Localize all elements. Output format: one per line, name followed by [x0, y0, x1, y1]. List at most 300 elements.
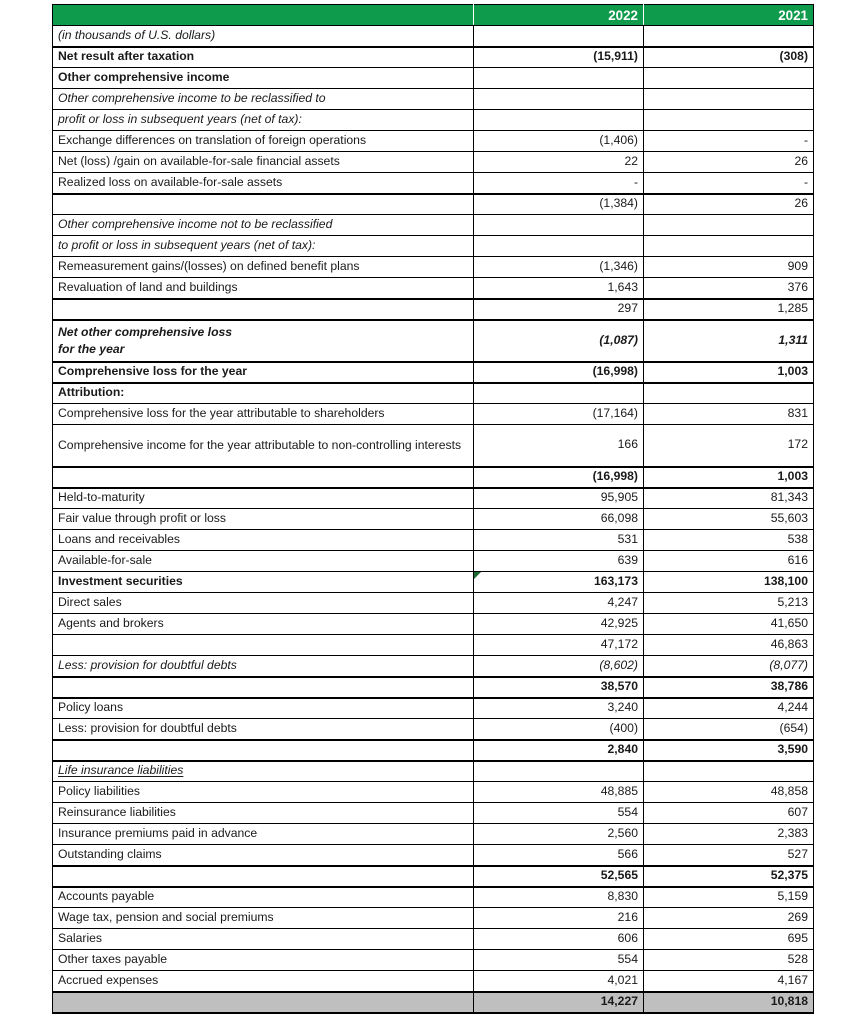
row-label [53, 992, 474, 1013]
cell-2021 [644, 320, 814, 362]
row-label [53, 719, 474, 740]
table-row [53, 656, 814, 677]
cell-2022 [474, 425, 644, 467]
row-label [53, 467, 474, 488]
cell-2021-value: 3,590 [777, 742, 808, 757]
row-label-text: Available-for-sale [58, 553, 152, 568]
row-label [53, 887, 474, 908]
cell-2022-value: 3,240 [607, 700, 638, 715]
cell-2022 [474, 761, 644, 782]
row-label-text: Comprehensive income for the year attributable to non-controlling interests [58, 438, 462, 453]
cell-2022-value: 4,247 [607, 595, 638, 610]
cell-2021-value: 5,159 [777, 889, 808, 904]
row-label-text: Comprehensive loss for the year attributable to shareholders [58, 406, 385, 421]
row-label [53, 509, 474, 530]
table-row [53, 740, 814, 761]
row-label [53, 803, 474, 824]
row-label-text: Other comprehensive income to be reclassified to [58, 91, 326, 106]
row-label [53, 488, 474, 509]
cell-2021-value: 46,863 [770, 637, 808, 652]
cell-2022-value: 297 [617, 301, 638, 316]
cell-2022 [474, 992, 644, 1013]
cell-2021-value: 831 [787, 406, 808, 421]
table-row [53, 551, 814, 572]
row-label [53, 68, 474, 89]
cell-2022-value: 52,565 [600, 868, 638, 883]
cell-2021 [644, 47, 814, 68]
cell-2022-value: 22 [624, 154, 638, 169]
cell-2021-value: 1,285 [777, 301, 808, 316]
cell-2022-value: 8,830 [607, 889, 638, 904]
cell-2022 [474, 467, 644, 488]
table-row [53, 950, 814, 971]
cell-2022-value: (400) [609, 720, 638, 735]
cell-2022-value: 639 [617, 553, 638, 568]
table-row [53, 698, 814, 719]
row-label-text: Loans and receivables [58, 532, 180, 547]
cell-2021 [644, 656, 814, 677]
cell-2022-value: (1,346) [599, 259, 638, 274]
row-label [53, 635, 474, 656]
cell-2022 [474, 950, 644, 971]
cell-2021 [644, 803, 814, 824]
row-label [53, 152, 474, 173]
cell-2022 [474, 593, 644, 614]
cell-2021-value: 38,786 [770, 679, 808, 694]
cell-2022 [474, 509, 644, 530]
table-row [53, 509, 814, 530]
cell-2022 [474, 47, 644, 68]
cell-2022 [474, 698, 644, 719]
cell-2021 [644, 761, 814, 782]
table-row [53, 278, 814, 299]
cell-2022 [474, 320, 644, 362]
cell-2021-value: 1,311 [778, 332, 808, 347]
row-label [53, 698, 474, 719]
cell-2022 [474, 803, 644, 824]
cell-2021-value: 26 [794, 196, 808, 211]
cell-2022 [474, 194, 644, 215]
table-row [53, 887, 814, 908]
cell-2022-value: (1,384) [599, 196, 638, 211]
table-row [53, 719, 814, 740]
financial-statement-table [52, 4, 814, 1014]
cell-2021 [644, 614, 814, 635]
row-label [53, 194, 474, 215]
cell-2021 [644, 509, 814, 530]
row-label [53, 404, 474, 425]
table-row [53, 362, 814, 383]
row-label [53, 215, 474, 236]
cell-2022 [474, 635, 644, 656]
row-label [53, 572, 474, 593]
cell-2021-value: 48,858 [770, 784, 808, 799]
cell-2022 [474, 488, 644, 509]
table-row [53, 971, 814, 992]
table-row [53, 530, 814, 551]
row-label-text: Salaries [58, 931, 103, 946]
table-row [53, 761, 814, 782]
cell-2022 [474, 656, 644, 677]
cell-2022-value: (16,998) [592, 364, 638, 379]
table-row [53, 614, 814, 635]
row-label-text: Other comprehensive income not to be reclassified [58, 217, 333, 232]
table-row [53, 866, 814, 887]
table-row [53, 257, 814, 278]
cell-2021 [644, 425, 814, 467]
row-label-text: profit or loss in subsequent years (net of tax): [58, 112, 302, 127]
row-label [53, 929, 474, 950]
cell-2022 [474, 110, 644, 131]
cell-2021-value: (654) [779, 720, 808, 735]
cell-2021-value: 376 [787, 279, 808, 294]
cell-2021-value: 528 [787, 952, 808, 967]
cell-2021-value: 527 [787, 846, 808, 861]
table-row [53, 803, 814, 824]
row-label-text: Realized loss on available-for-sale assets [58, 174, 283, 189]
row-label-text: Remeasurement gains/(losses) on defined benefit plans [58, 259, 360, 274]
cell-2021 [644, 698, 814, 719]
cell-2022-value: 4,021 [607, 972, 638, 987]
cell-2022-value: 606 [617, 931, 638, 946]
cell-2021 [644, 635, 814, 656]
cell-2022-value: 216 [617, 910, 638, 925]
table-row [53, 215, 814, 236]
row-label-text: Policy liabilities [58, 784, 140, 799]
table-row [53, 152, 814, 173]
cell-2021 [644, 404, 814, 425]
table-row [53, 908, 814, 929]
row-label [53, 131, 474, 152]
cell-2022-value: 166 [617, 437, 638, 452]
row-label-text: Agents and brokers [58, 616, 164, 631]
cell-2022 [474, 383, 644, 404]
table-row [53, 677, 814, 698]
cell-2021 [644, 131, 814, 152]
cell-2021 [644, 551, 814, 572]
cell-2021 [644, 236, 814, 257]
cell-2021-value: (308) [779, 49, 808, 64]
row-label-text: Net other comprehensive loss for the year [58, 325, 233, 356]
table-row [53, 26, 814, 47]
table-row [53, 110, 814, 131]
cell-2021 [644, 383, 814, 404]
spreadsheet-area [52, 4, 813, 1014]
row-label [53, 278, 474, 299]
table-row [53, 194, 814, 215]
table-row [53, 299, 814, 320]
row-label [53, 26, 474, 47]
cell-2022-value: (17,164) [592, 406, 638, 421]
cell-2021 [644, 845, 814, 866]
cell-2021 [644, 215, 814, 236]
table-row [53, 383, 814, 404]
row-label-text: Outstanding claims [58, 846, 162, 861]
cell-2021 [644, 89, 814, 110]
row-label-text: Other comprehensive income [58, 70, 230, 85]
cell-2022-value: 1,643 [607, 279, 638, 294]
row-label-text: Net (loss) /gain on available-for-sale financial assets [58, 154, 340, 169]
row-label [53, 47, 474, 68]
row-label [53, 236, 474, 257]
cell-2021 [644, 68, 814, 89]
cell-2022 [474, 908, 644, 929]
cell-2021 [644, 950, 814, 971]
row-label-text: Net result after taxation [58, 49, 195, 64]
row-label-text: Life insurance liabilities [58, 763, 184, 778]
row-label [53, 656, 474, 677]
cell-2021-value: 55,603 [770, 511, 808, 526]
cell-2021 [644, 110, 814, 131]
cell-2022-value: (1,087) [599, 332, 638, 347]
cell-2021-value: 695 [787, 931, 808, 946]
cell-2022-value: 42,925 [600, 616, 638, 631]
cell-2022-value: 38,570 [600, 679, 638, 694]
cell-2021 [644, 467, 814, 488]
cell-2022 [474, 530, 644, 551]
column-header-label [53, 5, 474, 26]
cell-2022-value: (1,406) [599, 133, 638, 148]
row-label [53, 845, 474, 866]
cell-2022-value: 47,172 [600, 637, 638, 652]
cell-2022 [474, 89, 644, 110]
row-label [53, 593, 474, 614]
comment-triangle-icon [474, 572, 481, 579]
row-label-text: Direct sales [58, 595, 122, 610]
row-label-text: Other taxes payable [58, 952, 168, 967]
table-row [53, 572, 814, 593]
table-body [53, 26, 814, 1013]
row-label [53, 740, 474, 761]
cell-2022 [474, 740, 644, 761]
row-label [53, 950, 474, 971]
cell-2022 [474, 614, 644, 635]
cell-2021 [644, 887, 814, 908]
row-label [53, 173, 474, 194]
table-row [53, 320, 814, 362]
cell-2022 [474, 257, 644, 278]
cell-2021-value: 269 [787, 910, 808, 925]
table-row [53, 236, 814, 257]
row-label-text: (in thousands of U.S. dollars) [58, 27, 216, 42]
cell-2022-value: 2,560 [607, 826, 638, 841]
cell-2022 [474, 215, 644, 236]
cell-2021-value: 607 [787, 805, 808, 820]
row-label-text: Investment securities [58, 574, 183, 589]
cell-2022 [474, 887, 644, 908]
row-label-text: Policy loans [58, 700, 124, 715]
row-label-text: Less: provision for doubtful debts [58, 657, 237, 672]
cell-2022-value: 554 [617, 805, 638, 820]
row-label [53, 362, 474, 383]
cell-2022 [474, 719, 644, 740]
table-row [53, 404, 814, 425]
row-label-text: Accrued expenses [58, 972, 159, 987]
cell-2021 [644, 719, 814, 740]
cell-2021-value: 81,343 [770, 490, 808, 505]
row-label [53, 110, 474, 131]
row-label-text: Attribution: [58, 385, 125, 400]
cell-2021 [644, 194, 814, 215]
cell-2021 [644, 593, 814, 614]
row-label-text: Wage tax, pension and social premiums [58, 910, 274, 925]
cell-2021 [644, 257, 814, 278]
cell-2021-value: 4,244 [777, 700, 808, 715]
cell-2021 [644, 740, 814, 761]
cell-2021-value: 52,375 [770, 868, 808, 883]
cell-2022-value: 2,840 [607, 742, 638, 757]
cell-2022 [474, 551, 644, 572]
row-label [53, 89, 474, 110]
cell-2021-value: 1,003 [777, 469, 808, 484]
cell-2021-value: 10,818 [770, 994, 808, 1009]
cell-2021-value: 41,650 [770, 616, 808, 631]
table-row [53, 425, 814, 467]
cell-2021 [644, 908, 814, 929]
cell-2022-value: (16,998) [592, 469, 638, 484]
column-header-2022: 2022 [474, 5, 644, 26]
cell-2021-value: (8,077) [769, 657, 808, 672]
cell-2022 [474, 68, 644, 89]
row-label [53, 425, 474, 467]
table-row [53, 488, 814, 509]
table-row [53, 845, 814, 866]
table-row [53, 593, 814, 614]
cell-2021 [644, 362, 814, 383]
cell-2021-value: 26 [794, 154, 808, 169]
row-label-text: Accounts payable [58, 889, 155, 904]
cell-2022-value: 566 [617, 846, 638, 861]
row-label [53, 761, 474, 782]
cell-2022-value: 48,885 [600, 784, 638, 799]
row-label [53, 551, 474, 572]
cell-2021 [644, 173, 814, 194]
cell-2022 [474, 131, 644, 152]
table-row [53, 131, 814, 152]
cell-2022 [474, 677, 644, 698]
cell-2021 [644, 572, 814, 593]
cell-2022-value: 66,098 [600, 511, 638, 526]
cell-2021-value: 538 [787, 532, 808, 547]
table-row [53, 782, 814, 803]
cell-2021 [644, 866, 814, 887]
table-header [53, 5, 814, 26]
cell-2022-value: (8,602) [599, 657, 638, 672]
cell-2022 [474, 866, 644, 887]
cell-2022-value: 95,905 [600, 490, 638, 505]
cell-2022-value: 554 [617, 952, 638, 967]
row-label [53, 530, 474, 551]
cell-2021-value: - [803, 174, 808, 189]
cell-2021-value: 909 [787, 259, 808, 274]
row-label-text: Fair value through profit or loss [58, 511, 226, 526]
row-label [53, 383, 474, 404]
cell-2021 [644, 278, 814, 299]
cell-2021-value: - [803, 133, 808, 148]
cell-2021-value: 172 [787, 437, 808, 452]
cell-2022 [474, 236, 644, 257]
row-label [53, 677, 474, 698]
cell-2021-value: 138,100 [763, 574, 808, 589]
cell-2021 [644, 152, 814, 173]
row-label-text: Held-to-maturity [58, 490, 145, 505]
row-label [53, 299, 474, 320]
row-label-text: Exchange differences on translation of foreign operations [58, 133, 367, 148]
cell-2021 [644, 530, 814, 551]
cell-2022-value: 163,173 [593, 574, 638, 589]
row-label [53, 782, 474, 803]
table-row [53, 467, 814, 488]
row-label-text: Insurance premiums paid in advance [58, 826, 258, 841]
cell-2021-value: 616 [787, 553, 808, 568]
row-label [53, 971, 474, 992]
row-label [53, 866, 474, 887]
cell-2022 [474, 26, 644, 47]
row-label-text: Reinsurance liabilities [58, 805, 176, 820]
cell-2022 [474, 929, 644, 950]
cell-2022 [474, 845, 644, 866]
header-row [53, 5, 814, 26]
cell-2021 [644, 971, 814, 992]
cell-2021 [644, 824, 814, 845]
table-row [53, 824, 814, 845]
cell-2021 [644, 929, 814, 950]
cell-2022 [474, 152, 644, 173]
cell-2022 [474, 299, 644, 320]
table-row [53, 635, 814, 656]
cell-2021 [644, 299, 814, 320]
cell-2022 [474, 278, 644, 299]
table-row [53, 47, 814, 68]
row-label-text: Comprehensive loss for the year [58, 364, 247, 379]
cell-2021-value: 1,003 [777, 364, 808, 379]
cell-2021 [644, 677, 814, 698]
cell-2022-value: (15,911) [593, 49, 638, 64]
table-row [53, 173, 814, 194]
column-header-2021: 2021 [644, 5, 814, 26]
cell-2022 [474, 362, 644, 383]
row-label [53, 320, 474, 362]
table-row [53, 992, 814, 1013]
cell-2022 [474, 824, 644, 845]
cell-2021-value: 4,167 [777, 972, 808, 987]
table-row [53, 929, 814, 950]
cell-2021 [644, 26, 814, 47]
cell-2022 [474, 782, 644, 803]
row-label-text: Revaluation of land and buildings [58, 279, 238, 294]
cell-2021 [644, 992, 814, 1013]
row-label [53, 257, 474, 278]
table-row [53, 68, 814, 89]
row-label [53, 614, 474, 635]
table-row [53, 89, 814, 110]
cell-2022 [474, 173, 644, 194]
row-label [53, 824, 474, 845]
cell-2021-value: 5,213 [777, 595, 808, 610]
cell-2022 [474, 404, 644, 425]
row-label [53, 908, 474, 929]
cell-2021 [644, 488, 814, 509]
cell-2022-value: 14,227 [600, 994, 638, 1009]
cell-2021 [644, 782, 814, 803]
cell-2022 [474, 971, 644, 992]
cell-2022-value: 531 [617, 532, 638, 547]
row-label-text: Less: provision for doubtful debts [58, 720, 237, 735]
row-label-text: to profit or loss in subsequent years (net of tax): [58, 238, 316, 253]
cell-2021-value: 2,383 [777, 826, 808, 841]
cell-2022 [474, 572, 644, 593]
cell-2022-value: - [633, 174, 638, 189]
